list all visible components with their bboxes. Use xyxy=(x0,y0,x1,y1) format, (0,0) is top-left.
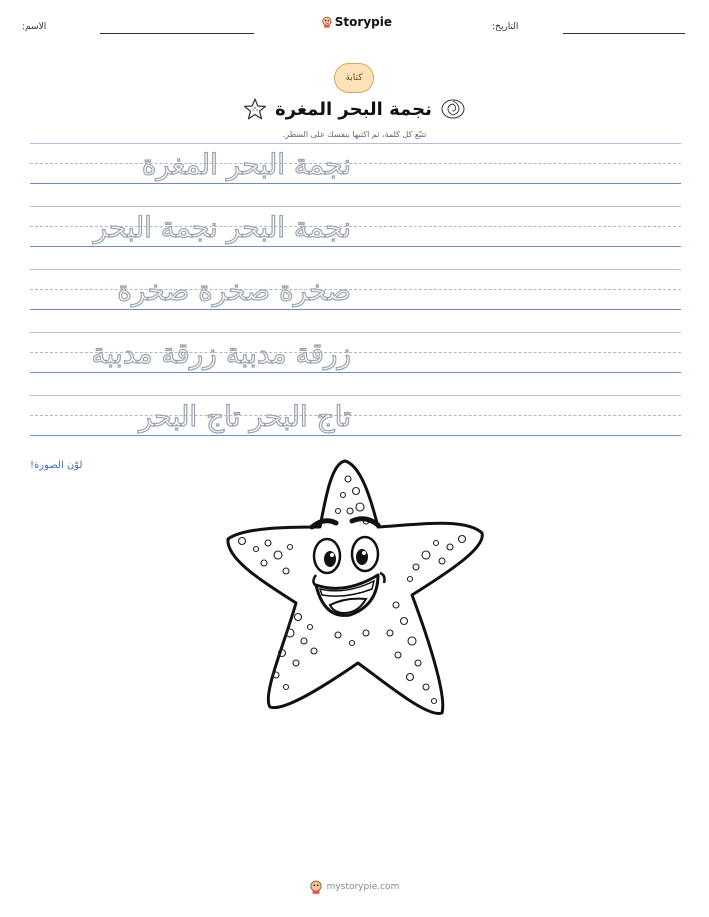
trace-row-1[interactable] xyxy=(30,143,681,203)
name-line[interactable] xyxy=(100,33,254,34)
color-prompt: لوّن الصورة! xyxy=(30,460,83,471)
trace-text: زرقة مدببة زرقة مدببة xyxy=(91,337,351,370)
date-line[interactable] xyxy=(563,33,685,34)
mascot-icon xyxy=(310,880,322,894)
sea-shell-icon xyxy=(440,98,466,120)
brand-name: Storypie xyxy=(334,15,392,29)
category-badge: كتابة xyxy=(334,63,374,93)
trace-text: نجمة البحر نجمة البحر xyxy=(93,211,351,244)
instructions: تتبّع كل كلمة، ثم اكتبها بنفسك على السطر. xyxy=(282,130,427,139)
trace-text: نجمة البحر المغرة xyxy=(141,148,351,181)
trace-row-3[interactable] xyxy=(30,269,681,329)
trace-row-2[interactable] xyxy=(30,206,681,266)
name-label: الاسم: xyxy=(22,22,47,32)
trace-text: تاج البحر تاج البحر xyxy=(138,400,351,433)
footer xyxy=(0,880,709,894)
page-title: نجمة البحر المغرة xyxy=(275,98,432,120)
trace-row-5[interactable] xyxy=(30,395,681,455)
starfish-outline-icon xyxy=(243,98,267,120)
date-label: التاريخ: xyxy=(492,22,519,32)
title-row xyxy=(0,94,709,124)
brand-logo xyxy=(322,12,392,32)
trace-row-4[interactable] xyxy=(30,332,681,392)
footer-link[interactable]: mystorypie.com xyxy=(326,882,400,892)
mascot-icon xyxy=(322,14,332,30)
starfish-coloring-image[interactable] xyxy=(220,455,490,720)
trace-text: صخرة صخرة صخرة xyxy=(117,274,351,307)
